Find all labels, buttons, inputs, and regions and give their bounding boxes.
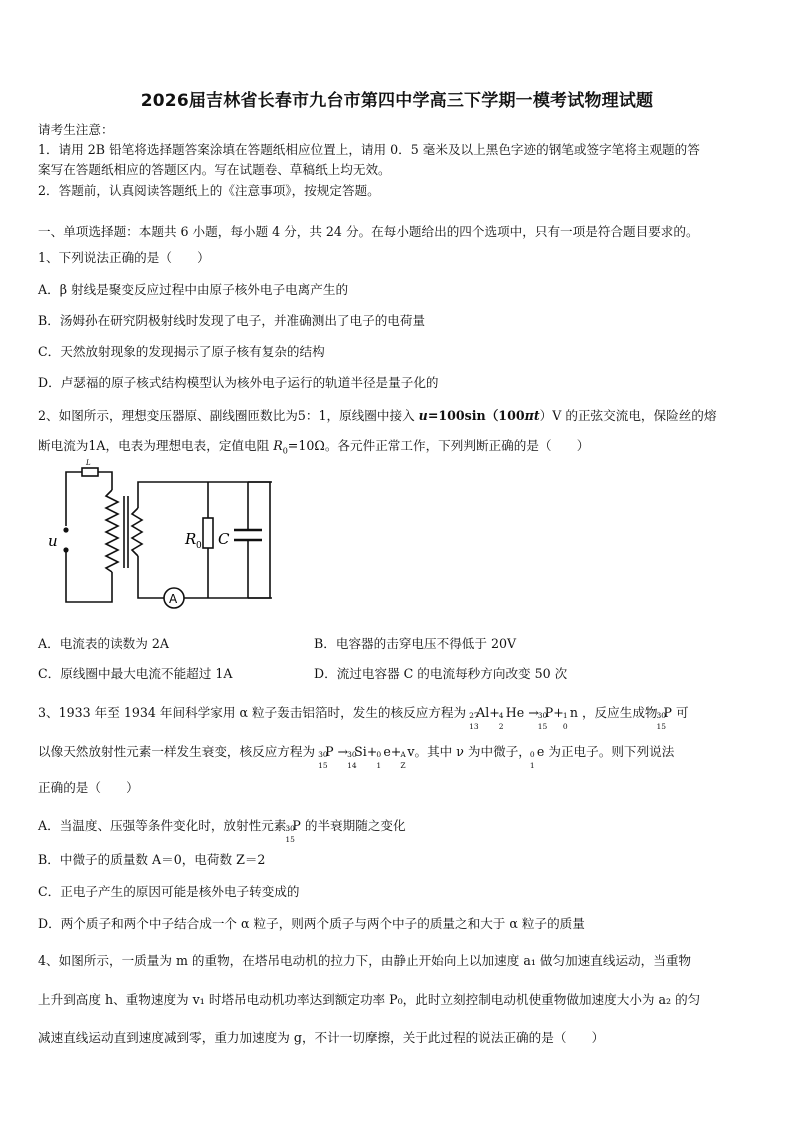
q3-option-c: C．正电子产生的原因可能是核外电子转变成的 xyxy=(38,884,300,899)
circuit-label-c: C xyxy=(218,530,230,548)
q3-option-a: A．当温度、压强等条件变化时，放射性元素 30 15 P 的半衰期随之变化 xyxy=(38,818,406,844)
notice-item-2: 2．答题前，认真阅读答题纸上的《注意事项》，按规定答题。 xyxy=(38,183,380,198)
q3-stem-line-1: 3、1933 年至 1934 年间科学家用 α 粒子轰击铝箔时，发生的核反应方程为 27 13 Al+ 4 2 He → 30 15 P+ 1 0 n ，反应生成物 30 15 P 可 xyxy=(38,705,689,731)
q2-option-b: B．电容器的击穿电压不得低于 20V xyxy=(314,636,517,651)
q1-option-d: D．卢瑟福的原子核式结构模型认为核外电子运行的轨道半径是量子化的 xyxy=(38,375,439,390)
q2-options-row-2 xyxy=(38,666,762,682)
notice-heading: 请考生注意： xyxy=(38,122,114,137)
page-title: 2026届吉林省长春市九台市第四中学高三下学期一模考试物理试题 xyxy=(140,91,654,111)
q3-reaction-2: 30 15 P → 30 14 Si+ 0 1 e+ A Z v xyxy=(318,744,415,770)
notice-item-1-line-1: 1．请用 2B 铅笔将选择题答案涂填在答题纸相应位置上，请用 0．5 毫米及以上黑色字迹的钢笔或签字笔将主观题的答 xyxy=(38,142,700,157)
q1-option-b: B．汤姆孙在研究阴极射线时发现了电子，并准确测出了电子的电荷量 xyxy=(38,313,426,328)
q3-option-b: B．中微子的质量数 A＝0，电荷数 Z＝2 xyxy=(38,852,266,867)
q1-stem: 1、下列说法正确的是（ ） xyxy=(38,250,210,265)
q4-stem-line-1: 4、如图所示，一质量为 m 的重物，在塔吊电动机的拉力下，由静止开始向上以加速度 a₁ 做匀加速直线运动，当重物 xyxy=(38,953,692,968)
q2-option-c: C．原线圈中最大电流不能超过 1A xyxy=(38,666,233,681)
q4-stem-line-2: 上升到高度 h、重物速度为 v₁ 时塔吊电动机功率达到额定功率 P₀，此时立刻控制电动机使重物做加速度大小为 a₂ 的匀 xyxy=(38,992,701,1007)
q2-options-row-1 xyxy=(38,636,762,652)
q1-option-c: C．天然放射现象的发现揭示了原子核有复杂的结构 xyxy=(38,344,325,359)
circuit-label-r: R xyxy=(185,530,197,548)
q2-option-a: A．电流表的读数为 2A xyxy=(38,636,169,651)
q2-option-d: D．流过电容器 C 的电流每秒方向改变 50 次 xyxy=(314,666,568,681)
transformer-circuit-diagram xyxy=(40,459,272,614)
q3-reaction-1: 27 13 Al+ 4 2 He → 30 15 P+ 1 0 n xyxy=(469,705,578,731)
circuit-label-u: u xyxy=(48,532,58,550)
q4-stem-line-3: 减速直线运动直到速度减到零，重力加速度为 g，不计一切摩擦，关于此过程的说法正确的是（ ） xyxy=(38,1030,605,1045)
circuit-label-r-sub: 0 xyxy=(196,541,202,551)
section-heading: 一、单项选择题：本题共 6 小题，每小题 4 分，共 24 分。在每小题给出的四个选项中，只有一项是符合题目要求的。 xyxy=(38,224,699,239)
q1-option-a: A．β 射线是聚变反应过程中由原子核外电子电离产生的 xyxy=(38,282,349,297)
notice-item-1-line-2: 案写在答题纸相应的答题区内。写在试题卷、草稿纸上均无效。 xyxy=(38,162,391,177)
circuit-ammeter-label: A xyxy=(169,592,178,606)
q3-option-d: D．两个质子和两个中子结合成一个 α 粒子，则两个质子与两个中子的质量之和大于 α 粒子的质量 xyxy=(38,916,585,931)
q2-stem-line-1: 2、如图所示，理想变压器原、副线圈匝数比为5：1，原线圈中接入 u=100sin（100πt）V 的正弦交流电，保险丝的熔 xyxy=(38,408,717,423)
q3-stem-line-3: 正确的是（ ） xyxy=(38,780,139,795)
circuit-label-fuse: L xyxy=(86,459,91,467)
q2-stem-line-2: 断电流为1A，电表为理想电表，定值电阻 $R_0=10\Omega$。各元件正常工作，下列判断正确的是（ ） xyxy=(38,438,590,456)
q3-stem-line-2: 以像天然放射性元素一样发生衰变，核反应方程为 30 15 P → 30 14 Si+ 0 1 e+ A Z v。其中 ν 为中微子， 0 1 e 为正电子。则下列说法 xyxy=(38,744,675,770)
